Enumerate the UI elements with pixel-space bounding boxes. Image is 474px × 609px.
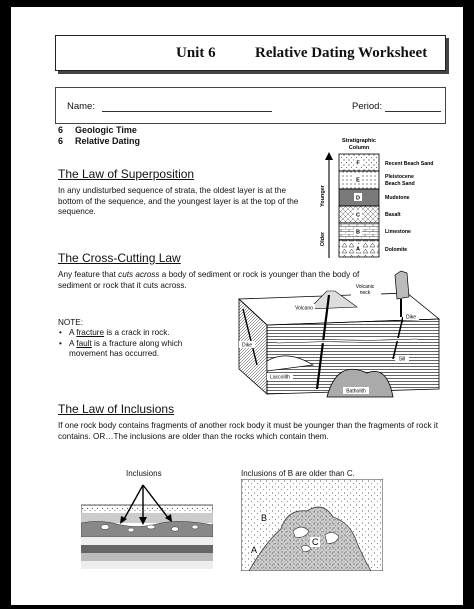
strat-title: Column — [348, 145, 370, 151]
name-label: Name: — [67, 101, 95, 112]
period-label: Period: — [352, 101, 383, 112]
inclusions-caption: Inclusions — [126, 469, 162, 478]
layer-code: A — [356, 246, 360, 253]
inclusions-heading: The Law of Inclusions — [58, 402, 175, 416]
layer-name: Recent Beach Sand — [385, 161, 434, 167]
dike-left-label: Dike — [241, 342, 253, 349]
inclusions-text: If one rock body contains fragments of another rock body it must be younger than the fragments of rock it contains. OR…The inclusions are older than the rocks which contain them. — [58, 421, 439, 441]
note-label: NOTE: — [58, 318, 84, 327]
volcanic-neck-label: Volcanic — [355, 284, 375, 290]
layer-name: Dolomite — [385, 247, 408, 253]
name-field[interactable] — [102, 111, 272, 112]
note-list — [59, 328, 219, 360]
laccolith-label: Laccolith — [270, 374, 290, 381]
inclusions-b-caption: Inclusions of B are older than C. — [241, 469, 355, 478]
note-item: • A fracture is a crack in rock. — [59, 328, 219, 339]
note-item: • A fault is a fracture along which movement has occurred. — [59, 339, 219, 360]
older-axis-label: Older — [320, 231, 326, 247]
layer-code: B — [356, 229, 360, 236]
topic-label: Geologic Time — [75, 125, 137, 135]
topic-number: 6 — [58, 136, 64, 146]
dike-label: Dike — [405, 314, 417, 321]
superposition-text: In any undisturbed sequence of strata, the oldest layer is at the bottom of the sequence, and the youngest layer is at the top of the sequence. — [58, 186, 299, 216]
layer-name: Pleistocene — [385, 174, 414, 180]
layer-code: E — [356, 177, 360, 184]
worksheet-title: Relative Dating Worksheet — [255, 45, 428, 61]
inclusions-b-diagram — [241, 479, 383, 571]
unit-title: Unit 6 — [176, 45, 216, 61]
layer-code: F — [356, 160, 360, 167]
layer-name: Mudstone — [385, 195, 410, 201]
worksheet-page — [11, 7, 463, 605]
title-box — [55, 35, 446, 71]
label-b: B — [261, 513, 268, 523]
cross-cutting-heading: The Cross-Cutting Law — [58, 251, 181, 265]
superposition-heading: The Law of Superposition — [58, 167, 195, 181]
stratigraphic-column-figure — [313, 134, 463, 262]
layer-name: Limestone — [385, 229, 411, 235]
period-field[interactable] — [385, 111, 441, 112]
topic-label: Relative Dating — [75, 136, 141, 146]
layer-name: Basalt — [385, 212, 401, 218]
topic-number: 6 — [58, 125, 64, 135]
volcano-label: Volcano — [295, 305, 313, 312]
layer-code: C — [356, 212, 360, 219]
batholith-label: Batholith — [346, 388, 366, 395]
layer-name: Beach Sand — [385, 181, 415, 187]
cross-cutting-text: Any feature that cuts across a body of sediment or rock is younger than the body of sediment or rock that it cuts across. — [58, 270, 360, 290]
label-c: C — [312, 537, 319, 547]
volcanic-neck-label: neck — [359, 290, 371, 296]
cross-cutting-diagram — [217, 269, 445, 401]
inclusions-diagram — [81, 477, 213, 569]
student-info-box — [55, 87, 446, 124]
sill-label: Sill — [398, 356, 406, 363]
younger-axis-label: Younger — [320, 185, 326, 207]
strat-title: Stratigraphic — [342, 138, 376, 144]
layer-code: D — [356, 195, 360, 202]
label-a: A — [251, 545, 258, 555]
